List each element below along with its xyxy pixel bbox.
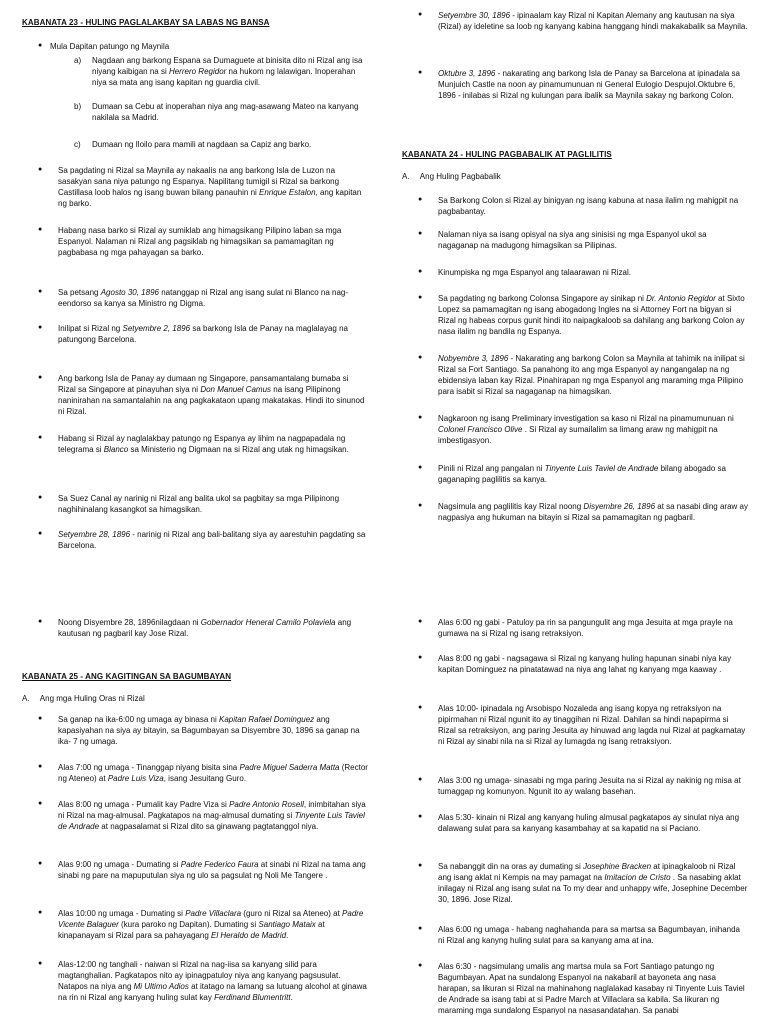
bullet-dot-icon: ● <box>38 530 43 537</box>
chapter-23-heading: KABANATA 23 - HULING PAGLALAKBAY SA LABAS NG BANSA <box>22 18 270 27</box>
bullet-dot-icon: ● <box>418 502 423 509</box>
bullet-dot-icon: ● <box>418 704 423 711</box>
bullet-dot-icon: ● <box>418 776 423 783</box>
list-item <box>418 775 748 797</box>
list-item-text: Oktubre 3, 1896 - nakarating ang barkong Isla de Panay sa Barcelona at ipinadala sa Munjuich Castle na noon ay pinamumunuan ni General Eulogio Despujol.Oktubre 6, 1896 - inilabas si Rizal ng kulungan para ibalik sa Maynila sakay ng barkong Colon. <box>438 69 740 101</box>
list-item-text: Sa ganap na ika-6:00 ng umaga ay binasa ni Kapitan Rafael Dominguez ang kapasiyahan na siya ay bitayin, sa Bagumbayan sa Disyembre 30, 1896 sa ganap na ika- 7 ng umaga. <box>58 715 360 747</box>
list-item-text: Kinumpiska ng mga Espanyol ang talaarawan ni Rizal. <box>438 268 631 277</box>
list-item-text: Alas 5:30- kinain ni Rizal ang kanyang huling almusal pagkatapos ay sinulat niya ang dalawang sulat para sa kanyang kasambahay at sa kapatid na si Paciano. <box>438 813 740 834</box>
list-item <box>38 433 368 455</box>
bullet-dot-icon: ● <box>38 909 43 916</box>
list-item <box>418 653 748 675</box>
bullet-dot-icon: ● <box>418 230 423 237</box>
bullet-dot-icon: ● <box>38 226 43 233</box>
bullet-dot-icon: ● <box>418 196 423 203</box>
bullet-dot-icon: ● <box>418 11 423 18</box>
section-letter: A. <box>22 694 30 703</box>
bullet-dot-icon: ● <box>38 42 43 49</box>
list-item-text: Setyembre 30, 1896 - ipinaalam kay Rizal ni Kapitan Alemany ang kautusan na siya (Rizal) ay ideletine sa loob ng kanyang kabina hanggang hindi makakabalik sa Maynila. <box>438 11 748 32</box>
list-item-text: Sa Barkong Colon si Rizal ay binigyan ng isang kabuna at nasa ilalim ng mahigpit na pagbabantay. <box>438 196 739 217</box>
list-item-text: Inilipat si Rizal ng Setyembre 2, 1896 sa barkong Isla de Panay na maglalayag na patungong Barcelona. <box>58 324 348 345</box>
bullet-dot-icon: ● <box>38 288 43 295</box>
bullet-dot-icon: ● <box>418 654 423 661</box>
list-item <box>38 493 368 515</box>
list-item-text: Sa petsang Agosto 30, 1896 natanggap ni Rizal ang isang sulat ni Blanco na nag-eendorso sa kanya sa Ministro ng Digma. <box>58 288 349 309</box>
bullet-dot-icon: ● <box>418 294 423 301</box>
list-item <box>38 908 368 941</box>
sub-item-letter: a) <box>74 56 82 65</box>
list-item <box>418 463 748 485</box>
list-item <box>38 287 368 309</box>
list-item-text: Alas 8:00 ng umaga - Pumalit kay Padre Viza si Padre Antonio Rosell, inimbitahan siya ni Rizal na mag-almusal. Pagkatapos na mag-almusal dumating si Tinyente Luis Taviel de Andrade at nagpasalamat si Rizal dito sa ginawang pagtatanggol niya. <box>58 800 366 832</box>
sub-item-letter: c) <box>74 140 81 149</box>
list-item-text: Sa pagdating ng barkong Colonsa Singapore ay sinikap ni Dr. Antonio Regidor at Sixto Lopez sa pamamagitan ng isang abogadong Ingles na si Attorney Fort na bigyan si Rizal ng habeas corpus gunit hindi ito naipagkaloob sa dahilang ang barkong Colon ay nasa ilalim ng bandila ng Espanya. <box>438 294 745 337</box>
list-item <box>418 617 748 639</box>
bullet-dot-icon: ● <box>38 374 43 381</box>
chapter-25-heading: KABANATA 25 - ANG KAGITINGAN SA BAGUMBAYAN <box>22 672 232 681</box>
section-title-text: Ang Huling Pagbabalik <box>419 172 501 181</box>
list-item <box>418 10 748 32</box>
list-item-text: Pinili ni Rizal ang pangalan ni Tinyente Luis Taviel de Andrade bilang abogado sa gaganaping paglilitis sa kanya. <box>438 464 726 485</box>
list-item-text: Nagkaroon ng isang Preliminary investigation sa kaso ni Rizal na pinamumunuan ni Colonel Francisco Olive . Si Rizal ay sumailalim sa limang araw ng mahigpit na imbestigasyon. <box>438 414 734 446</box>
list-item-text: Nobyembre 3, 1896 - Nakarating ang barkong Colon sa Maynila at tahimik na inilipat si Rizal sa Fort Santiago. Sa panahong ito ang mga Espanyol ay nangangalap na ng ebidensiya laban kay Rizal. Pinahirapan ng mga Espanyol ang maraming mga Pilipino para isabit si Rizal sa nagaganap na himagsikan. <box>438 354 745 397</box>
list-item-text: Sa nabanggit din na oras ay dumating si Josephine Bracken at ipinagkaloob ni Rizal ang isang aklat ni Kempis na may pamagat na Imitacion de Cristo . Sa nasabing aklat inilagay ni Rizal ang isang sulat na To my dear and unhappy wife, Josephine December 30, 1896. Jose Rizal. <box>438 862 748 905</box>
list-item-text: Sa Suez Canal ay narinig ni Rizal ang balita ukol sa pagbitay sa mga Pilipinong naghihinalang kasangkot sa himagsikan. <box>58 494 340 515</box>
section-title <box>22 693 362 704</box>
sub-item-text: Dumaan sa Cebu at inoperahan niya ang mag-asawang Mateo na kanyang nakilala sa Madrid. <box>92 102 359 123</box>
bullet-dot-icon: ● <box>38 715 43 722</box>
list-item <box>418 924 748 946</box>
list-item <box>38 165 368 209</box>
bullet-dot-icon: ● <box>418 268 423 275</box>
chapter-24-heading: KABANATA 24 - HULING PAGBABALIK AT PAGLILITIS <box>402 150 612 159</box>
bullet-dot-icon: ● <box>38 800 43 807</box>
bullet-dot-icon: ● <box>38 960 43 967</box>
list-item <box>38 323 368 345</box>
bullet-dot-icon: ● <box>418 862 423 869</box>
section-letter: A. <box>402 172 410 181</box>
section-title <box>402 171 742 182</box>
list-item <box>418 68 748 101</box>
list-item-text: Setyembre 28, 1896 - narinig ni Rizal ang bali-balitang siya ay aarestuhin pagdating sa Barcelona. <box>58 530 366 551</box>
list-item-text: Alas 6:30 - nagsimulang umalis ang martsa mula sa Fort Santiago patungo ng Bagumbayan. Apat na sundalong Espanyol na nakabaril at bayoneta ang nasa harapan, sa likuran si Rizal na mahinahong naglalakad kasabay ni Tinyente Luis Taviel de Andrade sa isang tabi at si Padre March at Villaclara sa kabila. Sa likuran ng maraming mga sundalong Espanyol na nasasandatahan. Sa panabi <box>438 962 745 1016</box>
list-item-text: Sa pagdating ni Rizal sa Maynila ay nakaalis na ang barkong Isla de Luzon na sasakyan sana niya patungo ng Espanya. Napilitang tumigil si Rizal sa barkong Castillasa loob halos ng isang buwan bilang panauhin ni Enrique Estalon, ang kapitan ng barko. <box>58 166 362 209</box>
list-item-text: Ang barkong Isla de Panay ay dumaan ng Singapore, pansamantalang bumaba si Rizal sa Singapore at pinayuhan siya ni Don Manuel Camus na isang Pilipinong naninirahan na samantalahin na ang pagkakataon upang makatakas. Hindi ito sinunod ni Rizal. <box>58 374 365 417</box>
list-item <box>38 373 368 417</box>
list-item-text: Noong Disyembre 28, 1896nilagdaan ni Gobernador Heneral Camilo Polaviela ang kautusan ng pagbaril kay Jose Rizal. <box>58 618 352 639</box>
bullet-dot-icon: ● <box>418 354 423 361</box>
sub-item-letter: b) <box>74 102 82 111</box>
bullet-dot-icon: ● <box>418 69 423 76</box>
list-item <box>418 267 748 278</box>
list-item-text: Alas 3:00 ng umaga- sinasabi ng mga paring Jesuita na si Rizal ay nakinig ng misa at tumaggap ng komunyon. Ngunit ito ay walang basehan. <box>438 776 741 797</box>
bullet-dot-icon: ● <box>38 494 43 501</box>
list-item-text: Alas 10:00 ng umaga - Dumating si Padre Villaclara (guro ni Rizal sa Ateneo) at Padre Vicente Balaguer (kura paroko ng Dapitan). Dumating si Santiago Mataix at kinapanayam si Rizal para sa pahayagang El Heraldo de Madrid. <box>58 909 364 941</box>
list-item <box>38 959 368 1003</box>
list-item-text: Habang si Rizal ay naglalakbay patungo ng Espanya ay lihim na nagpapadala ng telegrama si Blanco sa Ministerio ng Digmaan na si Rizal ang utak ng himagsikan. <box>58 434 349 455</box>
list-item <box>418 812 748 834</box>
list-item <box>38 225 368 258</box>
list-item-text: Alas 6:00 ng gabi - Patuloy pa rin sa pangungulit ang mga Jesuita at mga prayle na gumawa na si Rizal ng isang retraksiyon. <box>438 618 733 639</box>
list-item <box>38 762 368 784</box>
list-item <box>418 501 748 523</box>
list-item-text: Nagsimula ang paglilitis kay Rizal noong Disyembre 26, 1896 at sa nasabi ding araw ay nagpasiya ang hukuman na bitayin si Rizal sa pamamagitan ng pagbaril. <box>438 502 748 523</box>
list-item-text: Mula Dapitan patungo ng Maynila <box>50 42 170 51</box>
bullet-dot-icon: ● <box>38 324 43 331</box>
bullet-dot-icon: ● <box>418 962 423 969</box>
list-item-text: Alas 9:00 ng umaga - Dumating si Padre Federico Faura at sinabi ni Rizal na tama ang sinabi ng pare na mapuputulan siya ng ulo sa pagsulat ng Noli Me Tangere . <box>58 860 366 881</box>
list-item-text: Alas-12:00 ng tanghali - naiwan si Rizal na nag-iisa sa kanyang silid para magtanghalian. Pagkatapos nito ay ipinagpatuloy niya ang kanyang pagsusulat. Natapos na niya ang Mi Ultimo Adios at itatago na lamang sa lutuang alcohol at ginawa na rin ni Rizal ang kanyang huling sulat kay Ferdinand Blumentritt. <box>58 960 367 1003</box>
bullet-dot-icon: ● <box>418 813 423 820</box>
list-item <box>418 861 748 905</box>
list-item-text: Alas 10:00- ipinadala ng Arsobispo Nozaleda ang isang kopya ng retraksiyon na pipirmahan ni Rizal ngunit ito ay tinaggihan ni Rizal. Dahilan sa hindi napapirma si Rizal sa retraksiyon, ang paring Jesuita ay hinuwad ang lagda nui Rizal at pagkamatay ni Rizal ay sinabi nila na si Rizal ay lumagda ng isang retraksiyon. <box>438 704 746 747</box>
bullet-dot-icon: ● <box>418 464 423 471</box>
bullet-dot-icon: ● <box>38 763 43 770</box>
list-item <box>418 413 748 446</box>
bullet-dot-icon: ● <box>418 618 423 625</box>
list-item <box>418 961 748 1024</box>
sub-item-text: Nagdaan ang barkong Espana sa Dumaguete at binisita dito ni Rizal ang isa niyang kaibigan na si Herrero Regidor na hukom ng lalawigan. Inoperahan niya sa mata ang isang kapitan ng guardia civil. <box>92 56 363 88</box>
list-item <box>418 703 748 747</box>
section-title-text: Ang mga Huling Oras ni Rizal <box>39 694 145 703</box>
bullet-dot-icon: ● <box>38 434 43 441</box>
bullet-dot-icon: ● <box>418 414 423 421</box>
bullet-dot-icon: ● <box>38 618 43 625</box>
list-item <box>418 353 748 397</box>
list-item-text: Alas 8:00 ng gabi - nagsagawa si Rizal ng kanyang huling hapunan sinabi niya kay kapitan Dominguez na pinatatawad na niya ang lahat ng kanyang mga kaaway . <box>438 654 732 675</box>
list-item <box>38 714 368 747</box>
list-item-text: Nalaman niya sa isang opisyal na siya ang sinisisi ng mga Espanyol ukol sa nagaganap na madugong himagsikan sa Pilipinas. <box>438 230 707 251</box>
list-item <box>418 293 748 337</box>
list-item <box>418 195 748 217</box>
list-item-text: Habang nasa barko si Rizal ay sumiklab ang himagsikang Pilipino laban sa mga Espanyol. Nalaman ni Rizal ang pagsiklab ng himagsikan sa pamamagitan ng pagbabasa ng mga pahayagan sa barko. <box>58 226 342 258</box>
bullet-dot-icon: ● <box>418 925 423 932</box>
bullet-dot-icon: ● <box>38 860 43 867</box>
bullet-dot-icon: ● <box>38 166 43 173</box>
list-item <box>418 229 748 251</box>
list-item <box>38 799 368 832</box>
list-item-text: Alas 7:00 ng umaga - Tinanggap niyang bisita sina Padre Miguel Saderra Matta (Rector ng Ateneo) at Padre Luis Viza, isang Jesuitang Guro. <box>58 763 368 784</box>
list-item <box>38 529 368 551</box>
list-item <box>38 617 368 639</box>
sub-item-text: Dumaan ng Iloilo para mamili at nagdaan sa Capiz ang barko. <box>92 140 312 149</box>
list-item <box>38 859 368 881</box>
list-item-text: Alas 6:00 ng umaga - habang naghahanda para sa martsa sa Bagumbayan, inihanda ni Rizal ang kanyng huling sulat para sa kanyang ama at ina. <box>438 925 740 946</box>
